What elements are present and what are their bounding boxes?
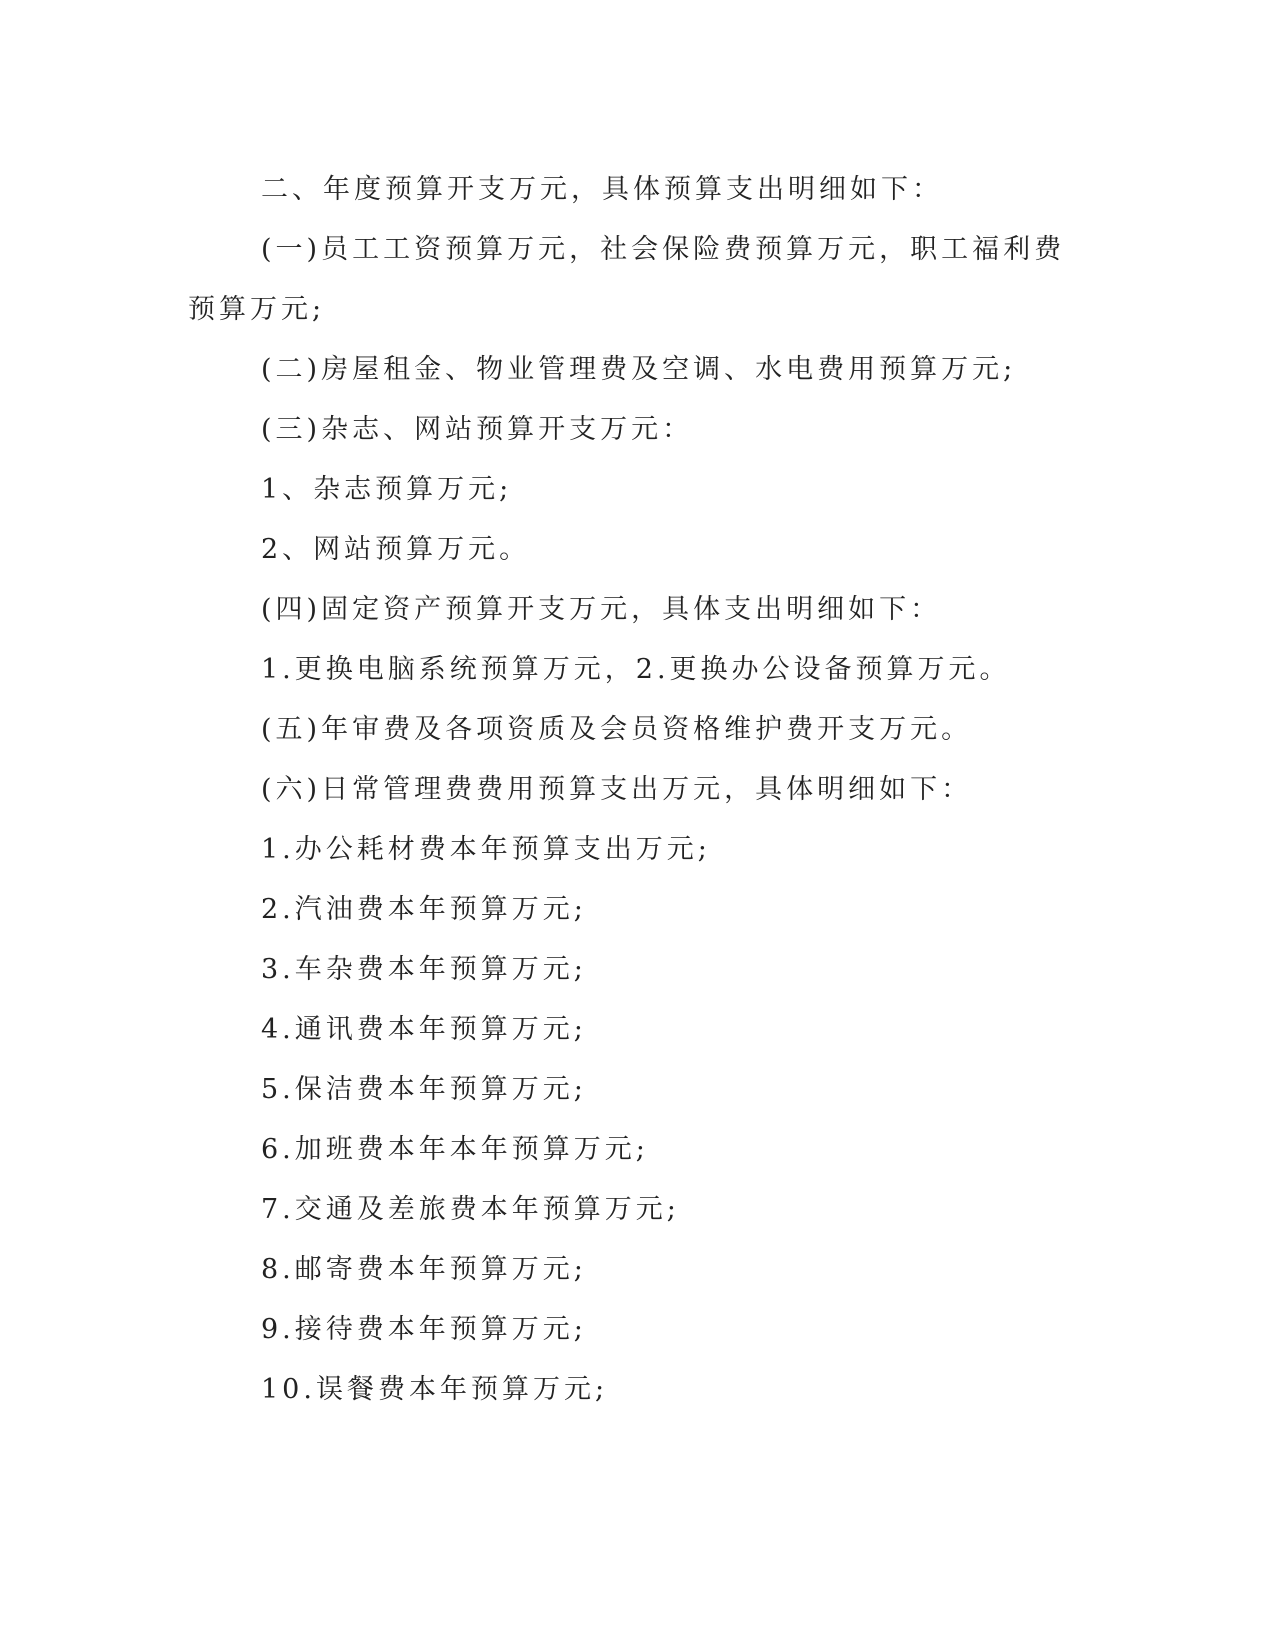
paragraph-fixed-assets: (四)固定资产预算开支万元，具体支出明细如下： — [261, 594, 942, 625]
paragraph-annual-review-fees: (五)年审费及各项资质及会员资格维护费开支万元。 — [261, 714, 973, 745]
paragraph-staff-salary: (一)员工工资预算万元，社会保险费预算万元，职工福利费预算万元; — [188, 234, 1066, 325]
paragraph-rent-utilities: (二)房屋租金、物业管理费及空调、水电费用预算万元; — [261, 354, 1017, 385]
list-item-fuel: 2.汽油费本年预算万元; — [261, 894, 587, 925]
list-item-meal-allowance: 10.误餐费本年预算万元; — [261, 1374, 609, 1405]
list-item-cleaning: 5.保洁费本年预算万元; — [261, 1074, 587, 1105]
list-item-reception: 9.接待费本年预算万元; — [261, 1314, 587, 1345]
list-item-vehicle-misc: 3.车杂费本年预算万元; — [261, 954, 587, 985]
paragraph-budget-overview: 二、年度预算开支万元，具体预算支出明细如下： — [261, 174, 943, 205]
list-item-office-supplies: 1.办公耗材费本年预算支出万元; — [261, 834, 711, 865]
list-item-postage: 8.邮寄费本年预算万元; — [261, 1254, 587, 1285]
list-item-magazine: 1、杂志预算万元; — [261, 474, 513, 505]
document-body — [188, 160, 1068, 1420]
list-item-computer-equipment: 1.更换电脑系统预算万元，2.更换办公设备预算万元。 — [261, 654, 1011, 685]
paragraph-magazine-website: (三)杂志、网站预算开支万元： — [261, 414, 694, 445]
list-item-overtime: 6.加班费本年本年预算万元; — [261, 1134, 649, 1165]
list-item-communication: 4.通讯费本年预算万元; — [261, 1014, 587, 1045]
paragraph-daily-management: (六)日常管理费费用预算支出万元，具体明细如下： — [261, 774, 973, 805]
list-item-website: 2、网站预算万元。 — [261, 534, 531, 565]
list-item-travel: 7.交通及差旅费本年预算万元; — [261, 1194, 680, 1225]
